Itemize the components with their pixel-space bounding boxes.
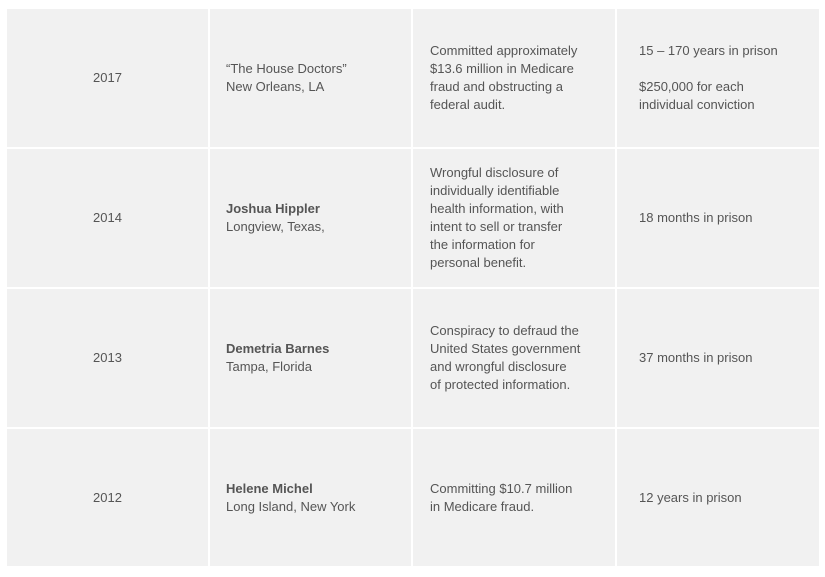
offender-location: Tampa, Florida [226, 359, 312, 374]
violation-line: Committing $10.7 million [430, 480, 573, 496]
penalty-line: individual conviction [639, 97, 755, 112]
penalty-block [639, 42, 778, 114]
year-cell [7, 289, 208, 427]
offender-block [226, 480, 355, 516]
offender-cell [210, 9, 411, 147]
penalty-block [639, 489, 742, 507]
violation-cell [413, 289, 615, 427]
penalty-cell [617, 289, 819, 427]
penalty-cell [617, 149, 819, 287]
offender-location: Longview, Texas, [226, 219, 325, 234]
offender-name: Helene Michel [226, 480, 313, 496]
offender-cell [210, 149, 411, 287]
year-text: 2012 [93, 489, 122, 505]
year-cell [7, 429, 208, 566]
offender-block [226, 60, 347, 96]
offender-name: Demetria Barnes [226, 341, 330, 356]
offender-name: Joshua Hippler [226, 201, 320, 216]
offender-cell [210, 429, 411, 566]
violation-line: Committed approximately [430, 43, 578, 58]
violation-line: Conspiracy to defraud the [430, 323, 579, 338]
violation-line: $13.6 million in Medicare [430, 61, 574, 76]
penalty-line: $250,000 for each [639, 79, 744, 94]
year-cell [7, 9, 208, 147]
penalty-block [639, 209, 752, 227]
violation-description [430, 42, 577, 114]
violation-line: of protected information. [430, 377, 571, 392]
violation-line: health information, with [430, 201, 564, 216]
violation-line: federal audit. [430, 97, 506, 112]
violation-description [430, 164, 564, 272]
offender-location: New Orleans, LA [226, 79, 325, 94]
penalty-block [639, 349, 752, 367]
violation-cell [413, 149, 615, 287]
penalty-cell [617, 9, 819, 147]
violation-line: individually identifiable [430, 183, 560, 198]
offender-block [226, 200, 325, 236]
violation-line: personal benefit. [430, 255, 527, 270]
offender-block [226, 340, 329, 376]
violation-description [430, 480, 572, 516]
violation-cell [413, 429, 615, 566]
violation-line: United States government [430, 341, 581, 356]
year-text: 2017 [93, 70, 122, 85]
paragraph-gap [639, 60, 778, 78]
offender-location: Long Island, New York [226, 498, 356, 514]
offender-name: “The House Doctors” [226, 61, 347, 76]
violation-line: and wrongful disclosure [430, 359, 567, 374]
violation-description [430, 322, 580, 394]
offender-cell [210, 289, 411, 427]
violation-line: Wrongful disclosure of [430, 165, 559, 180]
violation-line: in Medicare fraud. [430, 498, 535, 514]
violation-line: the information for [430, 237, 535, 252]
violation-cell [413, 9, 615, 147]
year-text: 2013 [93, 350, 122, 365]
violation-line: fraud and obstructing a [430, 79, 563, 94]
penalty-cell [617, 429, 819, 566]
penalty-line: 12 years in prison [639, 489, 742, 505]
penalty-line: 15 – 170 years in prison [639, 43, 778, 58]
penalty-line: 18 months in prison [639, 210, 753, 225]
year-cell [7, 149, 208, 287]
hipaa-violations-table [7, 9, 819, 568]
violation-line: intent to sell or transfer [430, 219, 563, 234]
penalty-line: 37 months in prison [639, 350, 753, 365]
year-text: 2014 [93, 210, 122, 225]
